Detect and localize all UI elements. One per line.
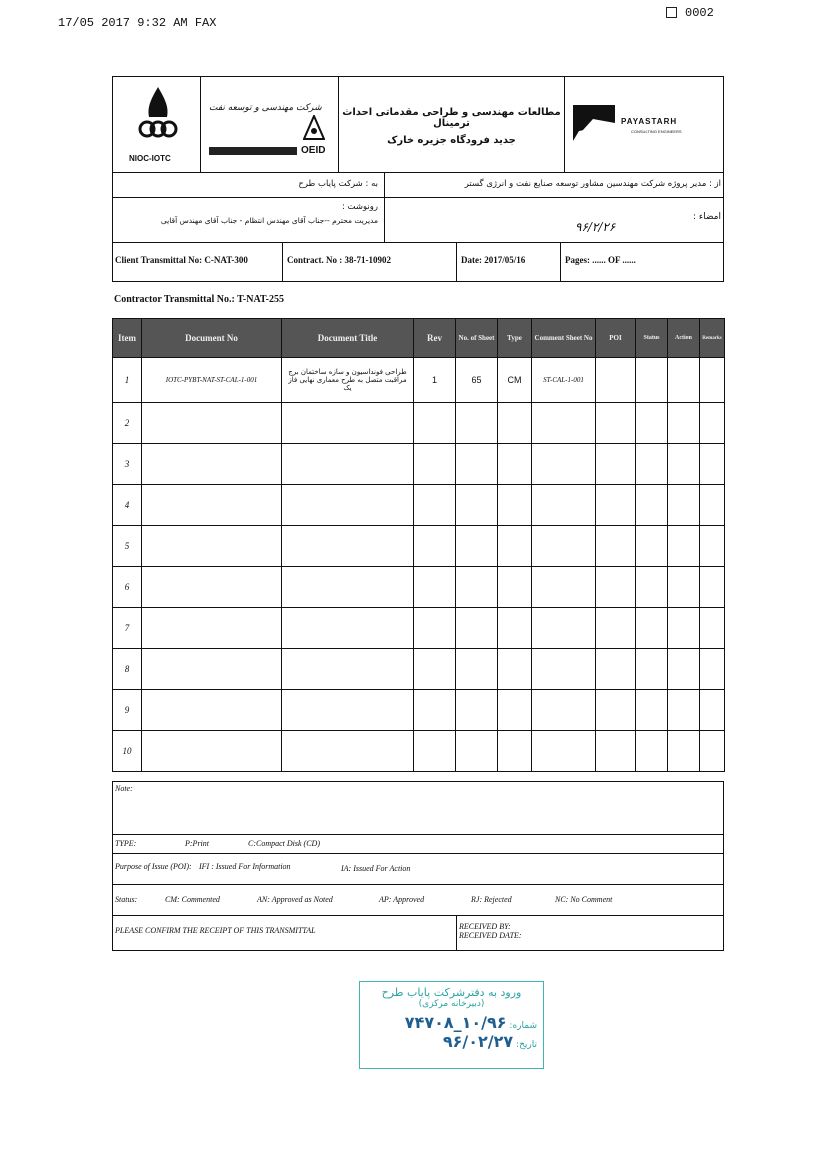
table-row bbox=[113, 485, 725, 526]
pages-cell bbox=[561, 243, 723, 281]
fax-datetime: 17/05 2017 9:32 AM FAX bbox=[58, 16, 217, 30]
receipt-stamp bbox=[359, 981, 544, 1069]
stamp-date-row bbox=[360, 1032, 543, 1051]
client-transmittal-cell bbox=[113, 243, 283, 281]
table-row bbox=[113, 526, 725, 567]
payastarh-subtitle: CONSULTING ENGINEERS bbox=[631, 129, 682, 134]
stamp-num-value: ۱۰/۹۶_۷۴۷۰۸ bbox=[404, 1013, 507, 1032]
client-transmittal: Client Transmittal No: C-NAT-300 bbox=[115, 255, 248, 265]
document-table bbox=[112, 318, 725, 772]
row-item: 7 bbox=[113, 608, 142, 649]
purpose-legend bbox=[112, 853, 724, 885]
row-cell bbox=[596, 358, 636, 403]
status-nc: NC: No Comment bbox=[555, 895, 613, 904]
col-header: Rev bbox=[414, 319, 456, 358]
from-cell bbox=[385, 173, 723, 197]
oeid-logo-icon bbox=[303, 115, 325, 141]
nioc-logo-text: NIOC-IOTC bbox=[129, 154, 171, 163]
cc-cell bbox=[113, 198, 385, 242]
table-row bbox=[113, 567, 725, 608]
stamp-num-label: شماره: bbox=[509, 1021, 537, 1031]
row-comment: ST-CAL-1-001 bbox=[532, 358, 596, 403]
status-ap: AP: Approved bbox=[379, 895, 425, 904]
page-box-icon bbox=[666, 7, 677, 18]
sign-cell bbox=[385, 198, 723, 242]
status-label: Status: bbox=[115, 895, 138, 904]
table-row bbox=[113, 608, 725, 649]
table-header-row bbox=[113, 319, 725, 358]
stamp-line2: (دبیرخانه مرکزی) bbox=[418, 999, 485, 1009]
status-cm: CM: Commented bbox=[165, 895, 220, 904]
table-row bbox=[113, 403, 725, 444]
row-cell bbox=[668, 358, 700, 403]
table-row bbox=[113, 358, 725, 403]
confirm-box bbox=[112, 915, 724, 951]
row-type: CM bbox=[498, 358, 532, 403]
note-label: Note: bbox=[115, 784, 133, 793]
stamp-line1: ورود به دفترشرکت پایاب طرح bbox=[381, 986, 522, 999]
purpose-ia: IA: Issued For Action bbox=[341, 864, 411, 873]
col-header: No. of Sheet bbox=[456, 319, 498, 358]
confirm-text: PLEASE CONFIRM THE RECEIPT OF THIS TRANSMITTAL bbox=[115, 926, 316, 935]
row-cell bbox=[636, 358, 668, 403]
row-doc-no: IOTC-PYBT-NAT-ST-CAL-1-001 bbox=[142, 358, 282, 403]
col-header: Action bbox=[668, 319, 700, 358]
nioc-logo-icon bbox=[133, 85, 183, 145]
type-print: P:Print bbox=[185, 839, 209, 848]
sign-label: امضاء : bbox=[693, 212, 721, 222]
to-from-row bbox=[112, 172, 724, 198]
contract-no: Contract. No : 38-71-10902 bbox=[287, 255, 391, 265]
row-sheets: 65 bbox=[456, 358, 498, 403]
purpose-ifi: IFI : Issued For Information bbox=[199, 862, 291, 871]
date: Date: 2017/05/16 bbox=[461, 255, 526, 265]
col-header: Comment Sheet No bbox=[532, 319, 596, 358]
table-row bbox=[113, 731, 725, 772]
page-number-text: 0002 bbox=[685, 6, 714, 20]
row-title: طراحی فونداسیون و سازه ساختمان برج مراقبت متصل به طرح معماری نهایی فاز یک bbox=[282, 358, 414, 403]
oeid-logo-cell bbox=[201, 77, 339, 172]
received-date: RECEIVED DATE: bbox=[459, 931, 522, 940]
type-legend bbox=[112, 834, 724, 854]
pages: Pages: ...... OF ...... bbox=[565, 255, 636, 265]
to-cell bbox=[113, 173, 385, 197]
col-header: Document Title bbox=[282, 319, 414, 358]
stamp-date-value: ۹۶/۰۲/۲۷ bbox=[442, 1032, 514, 1051]
row-rev: 1 bbox=[414, 358, 456, 403]
type-cd: C:Compact Disk (CD) bbox=[248, 839, 320, 848]
stamp-date-label: تاریخ: bbox=[516, 1040, 537, 1050]
row-item: 9 bbox=[113, 690, 142, 731]
status-rj: RJ: Rejected bbox=[471, 895, 512, 904]
transmittal-row bbox=[112, 242, 724, 282]
cc-label: رونوشت : bbox=[341, 202, 378, 212]
col-header: Status bbox=[636, 319, 668, 358]
type-label: TYPE: bbox=[115, 839, 137, 848]
payastarh-logo-icon bbox=[573, 105, 615, 141]
col-header: Remarks bbox=[700, 319, 725, 358]
oeid-persian-text: شرکت مهندسی و توسعه نفت bbox=[209, 103, 322, 113]
col-header: POI bbox=[596, 319, 636, 358]
row-item: 1 bbox=[113, 358, 142, 403]
confirm-cell bbox=[113, 916, 457, 950]
status-legend bbox=[112, 884, 724, 916]
project-title-cell bbox=[339, 77, 565, 172]
table-row bbox=[113, 649, 725, 690]
received-by: RECEIVED BY: bbox=[459, 922, 511, 931]
table-row bbox=[113, 690, 725, 731]
purpose-label: Purpose of Issue (POI): bbox=[115, 862, 192, 871]
to-line: به : شرکت پایاب طرح bbox=[298, 179, 378, 189]
cc-value: مدیریت محترم --جناب آقای مهندس انتظام - جناب آقای مهندس آقایی bbox=[160, 216, 378, 225]
contractor-transmittal: Contractor Transmittal No.: T-NAT-255 bbox=[114, 294, 284, 305]
row-item: 5 bbox=[113, 526, 142, 567]
project-title-line1: مطالعات مهندسی و طراحی مقدماتی احداث ترمینال bbox=[342, 107, 561, 129]
sign-scribble: ۹۶/۲/۲۶ bbox=[575, 220, 616, 234]
fax-page-number bbox=[666, 6, 714, 20]
project-title-line2: جدید فرودگاه جزیره خارک bbox=[387, 135, 516, 146]
contract-cell bbox=[283, 243, 457, 281]
oeid-logo-text: OEID bbox=[301, 145, 326, 156]
col-header: Type bbox=[498, 319, 532, 358]
row-item: 4 bbox=[113, 485, 142, 526]
row-item: 6 bbox=[113, 567, 142, 608]
col-header: Item bbox=[113, 319, 142, 358]
note-box bbox=[112, 781, 724, 835]
payastarh-logo-text: PAYASTARH bbox=[621, 117, 678, 126]
row-cell bbox=[700, 358, 725, 403]
stamp-number-row bbox=[360, 1013, 543, 1032]
cc-sign-row bbox=[112, 197, 724, 243]
row-item: 10 bbox=[113, 731, 142, 772]
row-item: 8 bbox=[113, 649, 142, 690]
payastarh-logo-cell bbox=[565, 77, 723, 172]
header-logo-row bbox=[112, 76, 724, 173]
oeid-bar bbox=[209, 147, 297, 155]
from-line: از : مدیر پروژه شرکت مهندسین مشاور توسعه صنایع نفت و انرژی گستر bbox=[464, 179, 721, 189]
date-cell bbox=[457, 243, 561, 281]
nioc-logo-cell bbox=[113, 77, 201, 172]
table-row bbox=[113, 444, 725, 485]
received-cell bbox=[457, 916, 723, 950]
col-header: Document No bbox=[142, 319, 282, 358]
row-item: 2 bbox=[113, 403, 142, 444]
status-an: AN: Approved as Noted bbox=[257, 895, 333, 904]
row-item: 3 bbox=[113, 444, 142, 485]
